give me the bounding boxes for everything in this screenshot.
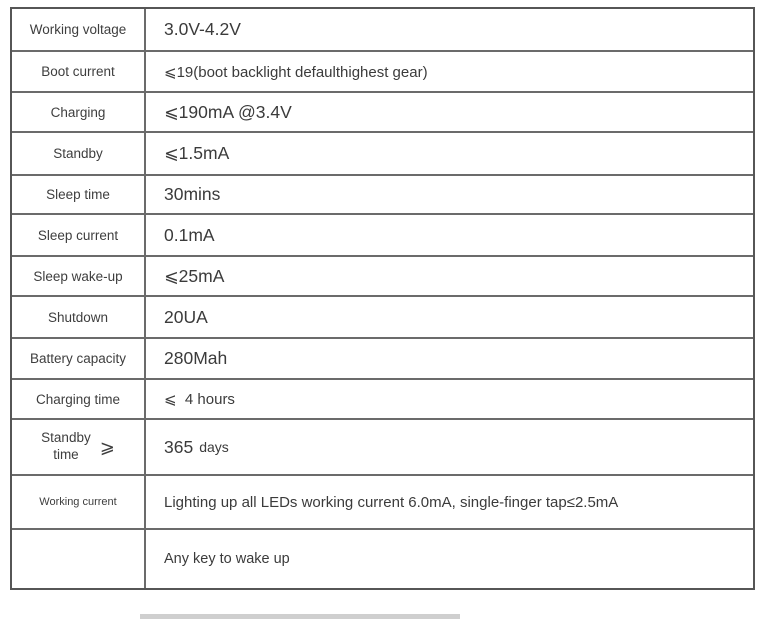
table-row [12,9,753,50]
spec-value: Any key to wake up [164,551,290,567]
spec-label: Sleep wake-up [12,257,146,295]
table-row [12,418,753,474]
table-row [12,337,753,378]
spec-value: ⩽190mA @3.4V [164,101,292,122]
bottom-shadow-artifact [140,614,460,619]
table-row [12,378,753,418]
spec-value: 20UA [164,306,208,327]
spec-value: ⩽1.5mA [164,143,230,163]
table-row [12,295,753,337]
spec-value-unit: days [199,439,229,455]
spec-table [10,7,755,590]
spec-value: 30mins [164,184,221,204]
table-row [12,474,753,528]
spec-value: ⩽ 4 hours [164,391,235,408]
spec-label: Sleep time [12,176,146,213]
spec-label: Working current [12,476,146,528]
spec-label: Battery capacity [12,339,146,378]
spec-value: ⩽25mA [164,265,225,286]
spec-label: Standby [12,133,146,174]
spec-value: ⩽19(boot backlight defaulthighest gear) [164,63,428,81]
table-row [12,174,753,213]
spec-value [146,420,753,474]
table-row [12,50,753,91]
table-row [12,255,753,295]
spec-value-number: 365 [164,436,194,457]
spec-label: Charging [12,93,146,131]
greater-equal-icon: ⩾ [99,436,115,457]
spec-label: Boot current [12,52,146,91]
spec-value: 280Mah [164,348,228,368]
table-row [12,528,753,588]
spec-label-line2: time [53,447,79,462]
table-row [12,131,753,174]
spec-label-line1: Standby [41,430,91,446]
spec-label-empty [12,530,146,588]
spec-value: Lighting up all LEDs working current 6.0mA, single-finger tap≤2.5mA [164,493,619,511]
spec-label-lines [41,430,91,464]
spec-label-standby-time [12,420,146,474]
spec-value: 3.0V-4.2V [164,19,241,39]
spec-value: 0.1mA [164,224,215,245]
spec-label: Shutdown [12,297,146,337]
table-row [12,213,753,255]
spec-label: Working voltage [12,9,146,50]
spec-label: Charging time [12,380,146,418]
spec-label: Sleep current [12,215,146,255]
table-row [12,91,753,131]
